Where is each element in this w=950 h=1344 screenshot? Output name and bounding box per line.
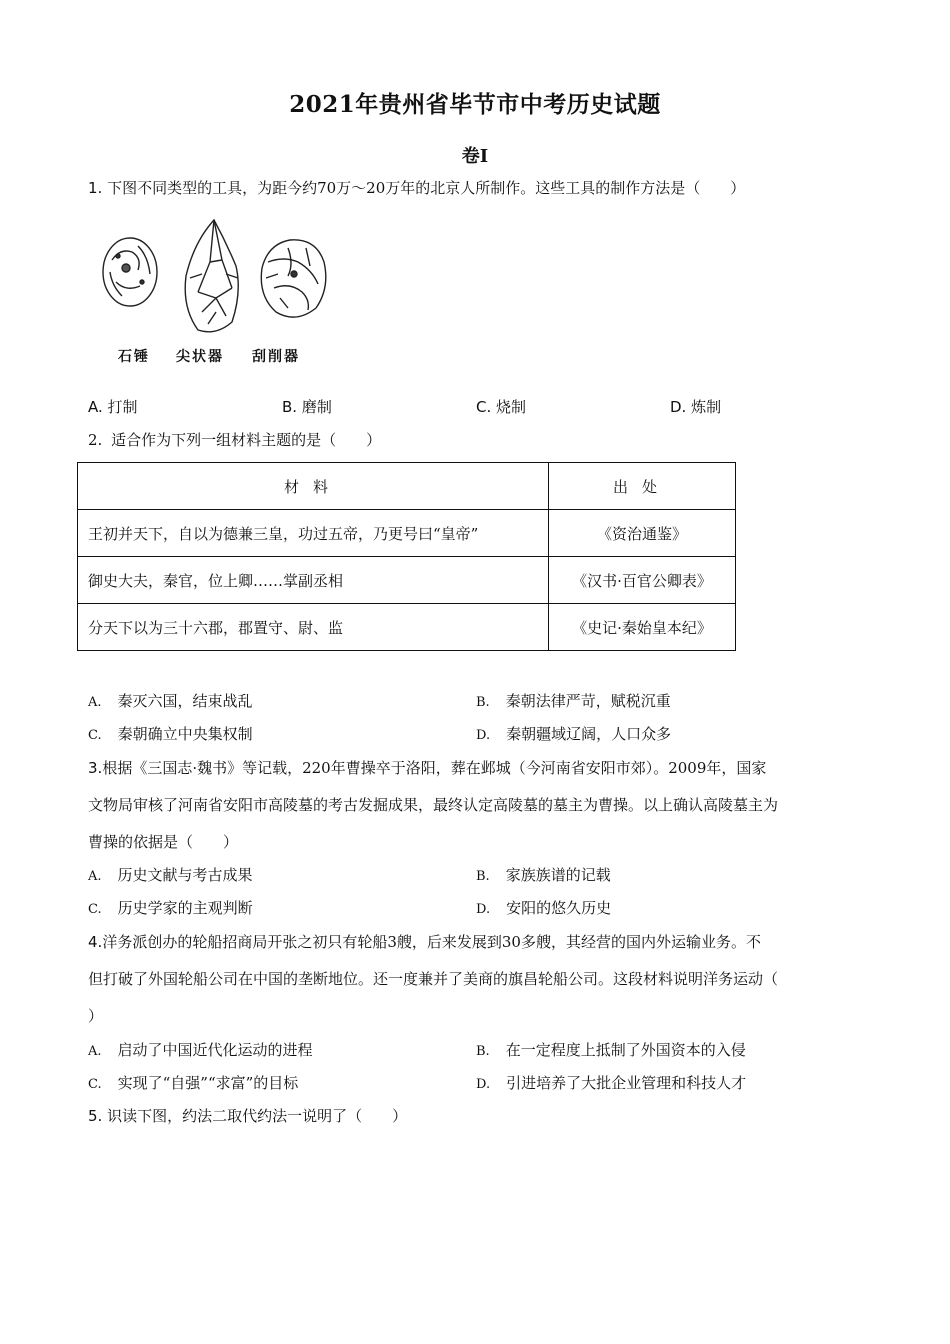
question-1-option-b[interactable]: [282, 397, 332, 417]
option-letter: A.: [88, 398, 103, 416]
pointed-tool-icon: [185, 220, 238, 332]
question-3-stem-line-3: 曹操的依据是（ ）: [88, 833, 239, 851]
table-row: [78, 557, 736, 604]
question-3-number: 3.: [88, 759, 103, 777]
table-cell-source: 《史记·秦始皇本纪》: [549, 604, 736, 651]
materials-table: [77, 462, 736, 651]
question-4-option-a[interactable]: [88, 1040, 313, 1062]
option-text: 烧制: [496, 398, 527, 416]
option-letter: C.: [476, 398, 492, 416]
option-letter: A.: [88, 695, 102, 710]
option-text: 秦灭六国，结束战乱: [117, 692, 253, 710]
option-letter: B.: [476, 695, 490, 710]
question-3-option-d[interactable]: [476, 898, 611, 920]
table-row: [78, 510, 736, 557]
question-1-text: 下图不同类型的工具，为距今约70万～20万年的北京人所制作。这些工具的制作方法是（ ）: [107, 179, 746, 197]
option-letter: D.: [670, 398, 687, 416]
question-1-option-a[interactable]: [88, 397, 138, 417]
scraper-icon: [261, 240, 326, 317]
question-4-stem-line-2: 但打破了外国轮船公司在中国的垄断地位。还一度兼并了美商的旗昌轮船公司。这段材料说明洋务运动（: [88, 970, 779, 988]
stone-hammer-label: 石锤: [118, 349, 150, 365]
scraper-label: 刮削器: [252, 349, 300, 365]
option-text: 磨制: [301, 398, 332, 416]
question-4-stem-line-3: ）: [88, 1007, 104, 1025]
question-3-stem-line-1: [88, 758, 766, 778]
question-3-option-c[interactable]: [88, 898, 253, 920]
question-3-stem-line-2: 文物局审核了河南省安阳市高陵墓的考古发掘成果，最终认定高陵墓的墓主为曹操。以上确认高陵墓主为: [88, 796, 779, 814]
table-header-source: 出处: [549, 463, 736, 510]
table-cell-material: 分天下以为三十六郡，郡置守、尉、监: [78, 604, 549, 651]
option-text: 打制: [107, 398, 138, 416]
table-cell-source: 《资治通鉴》: [549, 510, 736, 557]
section-title: 卷Ⅰ: [461, 146, 489, 167]
option-letter: B.: [476, 869, 490, 884]
option-letter: C.: [88, 728, 102, 743]
option-text: 实现了“自强”“求富”的目标: [117, 1074, 299, 1092]
question-4-stem-line-1: [88, 932, 761, 952]
option-text: 秦朝确立中央集权制: [117, 725, 253, 743]
page-title: 2021年贵州省毕节市中考历史试题: [289, 91, 661, 118]
question-2-option-b[interactable]: [476, 691, 671, 713]
option-text: 家族族谱的记载: [505, 866, 611, 884]
question-1-number: 1.: [88, 179, 103, 197]
option-text: 炼制: [691, 398, 722, 416]
option-letter: B.: [282, 398, 298, 416]
option-text: 秦朝疆域辽阔，人口众多: [506, 725, 672, 743]
option-letter: C.: [88, 1077, 102, 1092]
question-4-option-b[interactable]: [476, 1040, 746, 1062]
option-letter: A.: [88, 1044, 102, 1059]
option-text: 历史文献与考古成果: [117, 866, 253, 884]
table-header-material: 材料: [78, 463, 549, 510]
question-1-option-c[interactable]: [476, 397, 526, 417]
table-header-row: [78, 463, 736, 510]
pointed-tool-label: 尖状器: [176, 349, 224, 365]
option-letter: D.: [476, 728, 491, 743]
question-1-stem: [88, 178, 745, 198]
option-letter: B.: [476, 1044, 490, 1059]
option-text: 启动了中国近代化运动的进程: [117, 1041, 313, 1059]
option-text: 引进培养了大批企业管理和科技人才: [506, 1074, 747, 1092]
stone-hammer-icon: [103, 238, 157, 306]
stone-tools-figure: [98, 212, 333, 374]
question-2-text: 适合作为下列一组材料主题的是（ ）: [111, 431, 382, 449]
question-4-text-line: 洋务派创办的轮船招商局开张之初只有轮船3艘，后来发展到30多艘，其经营的国内外运输业务。不: [102, 933, 761, 951]
stone-tools-illustration: [98, 212, 333, 342]
table-cell-source: 《汉书·百官公卿表》: [549, 557, 736, 604]
question-1-option-d[interactable]: [670, 397, 721, 417]
table-cell-material: 王初并天下，自以为德兼三皇，功过五帝，乃更号曰“皇帝”: [78, 510, 549, 557]
question-5-stem: [88, 1106, 407, 1126]
question-2-option-d[interactable]: [476, 724, 671, 746]
table-cell-material: 御史大夫，秦官，位上卿……掌副丞相: [78, 557, 549, 604]
question-2-number: 2.: [88, 431, 103, 449]
question-4-option-c[interactable]: [88, 1073, 298, 1095]
question-3-text-line: 根据《三国志·魏书》等记载，220年曹操卒于洛阳，葬在邺城（今河南省安阳市郊）。2009年，国家: [102, 759, 767, 777]
option-letter: D.: [476, 1077, 491, 1092]
option-text: 秦朝法律严苛，赋税沉重: [505, 692, 671, 710]
question-2-option-c[interactable]: [88, 724, 253, 746]
table-row: [78, 604, 736, 651]
option-text: 历史学家的主观判断: [117, 899, 253, 917]
question-4-option-d[interactable]: [476, 1073, 746, 1095]
question-5-number: 5.: [88, 1107, 103, 1125]
question-5-text: 识读下图，约法二取代约法一说明了（ ）: [107, 1107, 408, 1125]
question-4-number: 4.: [88, 933, 103, 951]
option-text: 在一定程度上抵制了外国资本的入侵: [505, 1041, 746, 1059]
question-2-stem: [88, 430, 381, 450]
option-text: 安阳的悠久历史: [506, 899, 612, 917]
question-2-option-a[interactable]: [88, 691, 253, 713]
question-3-option-a[interactable]: [88, 865, 253, 887]
question-3-option-b[interactable]: [476, 865, 611, 887]
option-letter: C.: [88, 902, 102, 917]
option-letter: A.: [88, 869, 102, 884]
option-letter: D.: [476, 902, 491, 917]
